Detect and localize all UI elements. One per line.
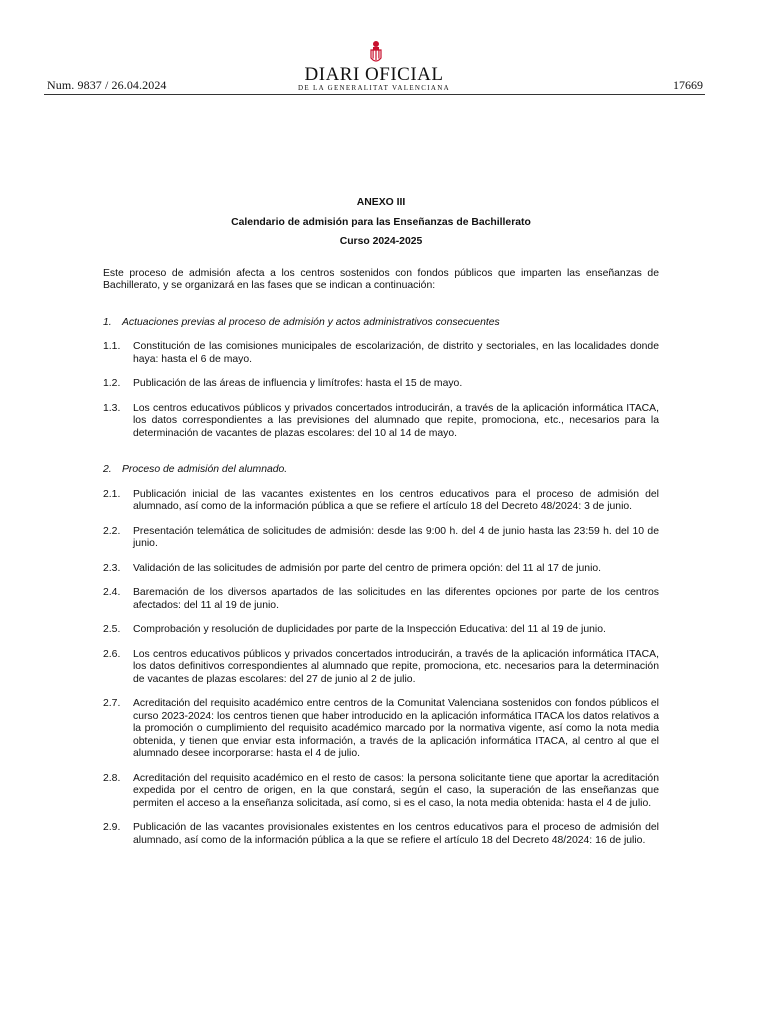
- item-text: Validación de las solicitudes de admisión por parte del centro de primera opción: del 11 al 17 de junio.: [133, 562, 602, 574]
- item-number: 2.9.: [103, 822, 121, 833]
- list-item: [103, 563, 659, 576]
- section-heading-1: [103, 317, 659, 330]
- item-number: 2.4.: [103, 587, 121, 598]
- item-number: 2.7.: [103, 698, 121, 709]
- page-header: [44, 40, 705, 96]
- list-item: [103, 403, 659, 441]
- annex-heading: ANEXO III: [356, 197, 406, 208]
- document-title: Calendario de admisión para las Enseñanzas de Bachillerato: [231, 216, 531, 228]
- section-2-items: [103, 489, 659, 848]
- item-number: 2.2.: [103, 525, 121, 537]
- item-text: Acreditación del requisito académico entre centros de la Comunitat Valenciana sostenidos con fondos públicos el curso 2023-2024: los centros tienen que haber introducido en la aplicación informática ITACA los datos relativos a la promoción o cumplimiento del requisito académico marcado por la normativa vigente, así como la nota media obtenida, y tienen que enviar esta información, a través de la aplicación informática ITACA, al centro al que el alumnado desee incorporarse: hasta el 4 de julio.: [133, 698, 659, 759]
- document-body: [103, 190, 659, 847]
- item-number: 1.3.: [103, 402, 121, 414]
- item-number: 2.3.: [103, 562, 121, 574]
- section-number: 2.: [103, 464, 112, 475]
- item-text: Publicación inicial de las vacantes existentes en los centros educativos para el proceso de admisión del alumnado, así como de la información pública a que se refiere el artículo 18 del Decreto 48/2024: 3 de junio.: [133, 488, 659, 512]
- section-title: Proceso de admisión del alumnado.: [122, 464, 288, 475]
- item-text: Publicación de las áreas de influencia y limítrofes: hasta el 15 de mayo.: [133, 378, 463, 389]
- document-titles: [103, 197, 659, 249]
- item-text: Los centros educativos públicos y privados concertados introducirán, a través de la aplicación informática ITACA, los datos correspondientes a las previsiones del alumnado que repite, promociona, etc., necesarios para la determinación de vacantes de plazas escolares: del 10 al 14 de mayo.: [133, 402, 659, 439]
- header-rule: [44, 94, 705, 95]
- item-text: Presentación telemática de solicitudes de admisión: desde las 9:00 h. del 4 de junio hasta las 23:59 h. del 10 de junio.: [133, 525, 659, 549]
- item-number: 2.1.: [103, 488, 121, 500]
- list-item: [103, 489, 659, 514]
- masthead-title: DIARI OFICIAL: [304, 64, 444, 85]
- intro-paragraph: Este proceso de admisión afecta a los centros sostenidos con fondos públicos que imparten las enseñanzas de Bachillerato, y se organizará en las fases que se indican a continuación:: [103, 267, 659, 291]
- list-item: [103, 587, 659, 612]
- item-number: 1.1.: [103, 341, 121, 352]
- list-item: [103, 649, 659, 687]
- item-number: 1.2.: [103, 378, 121, 389]
- item-text: Los centros educativos públicos y privados concertados introducirán, a través de la aplicación informática ITACA, los datos definitivos correspondientes al alumnado que repite, promociona, etc. necesarios para la determinación de vacantes de plazas escolares: del 27 de junio al 2 de julio.: [133, 648, 659, 685]
- list-item: [103, 624, 659, 637]
- list-item: [103, 822, 659, 847]
- list-item: [103, 698, 659, 761]
- item-text: Comprobación y resolución de duplicidades por parte de la Inspección Educativa: del 11 al 19 de junio.: [133, 624, 606, 635]
- issue-number: Num. 9837 / 26.04.2024: [47, 78, 167, 92]
- masthead-subtitle: DE LA GENERALITAT VALENCIANA: [298, 84, 450, 92]
- section-heading-2: [103, 464, 659, 477]
- item-number: 2.6.: [103, 648, 121, 660]
- item-number: 2.5.: [103, 624, 121, 635]
- page-number: 17669: [673, 78, 703, 92]
- generalitat-emblem-icon: [368, 40, 384, 66]
- section-1-items: [103, 341, 659, 440]
- list-item: [103, 526, 659, 551]
- item-text: Publicación de las vacantes provisionales existentes en los centros educativos para el proceso de admisión del alumnado, así como de la información pública a la que se refiere el artículo 18 del Decreto 48/2024: 16 de julio.: [133, 822, 659, 846]
- section-title: Actuaciones previas al proceso de admisión y actos administrativos consecuentes: [122, 316, 500, 328]
- course-heading: Curso 2024-2025: [339, 236, 423, 247]
- list-item: [103, 341, 659, 366]
- list-item: [103, 378, 659, 391]
- list-item: [103, 773, 659, 811]
- item-text: Baremación de los diversos apartados de las solicitudes en las diferentes opciones por parte de los centros afectados: del 11 al 19 de junio.: [133, 587, 659, 611]
- item-number: 2.8.: [103, 772, 121, 784]
- section-number: 1.: [103, 316, 112, 328]
- item-text: Acreditación del requisito académico en el resto de casos: la persona solicitante tiene que aportar la acreditación expedida por el centro de origen, en la que constará, según el caso, la superación de las enseñanzas que permiten el acceso a la enseñanza solicitada, así como, si es el caso, la nota media obtenida: hasta el 4 de julio.: [133, 772, 659, 809]
- item-text: Constitución de las comisiones municipales de escolarización, de distrito y sectoriales, en las localidades donde haya: hasta el 6 de mayo.: [133, 341, 659, 365]
